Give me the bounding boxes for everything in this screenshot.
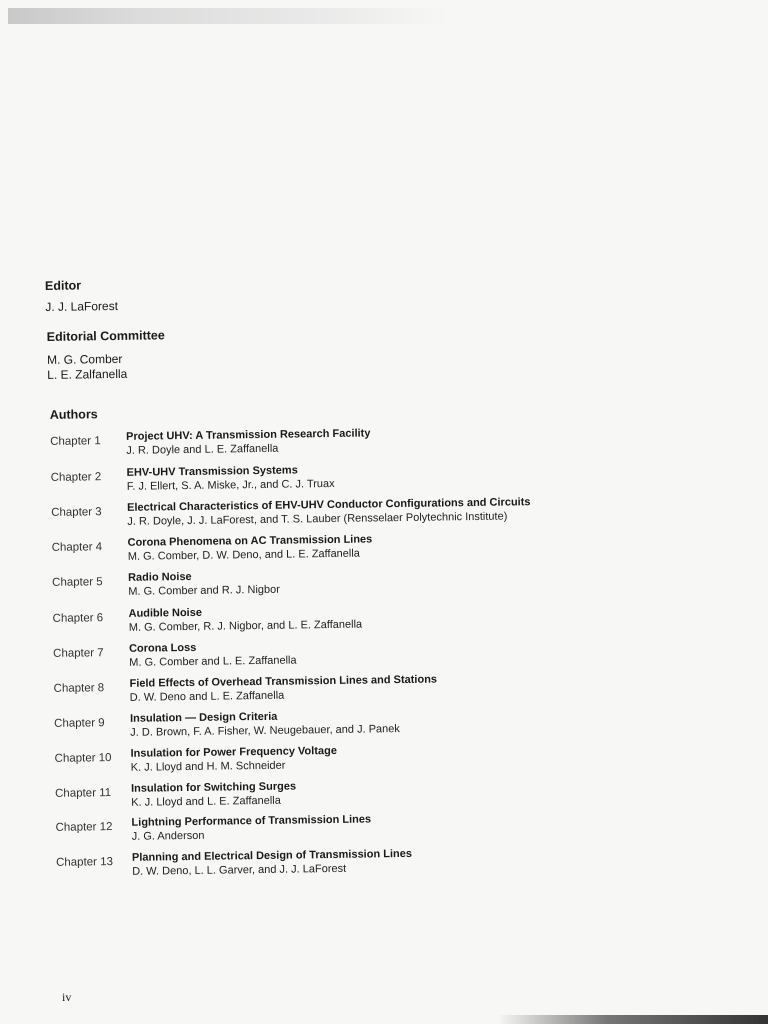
chapter-authors: J. G. Anderson bbox=[131, 829, 205, 843]
chapter-authors: M. G. Comber and L. E. Zaffanella bbox=[129, 654, 297, 669]
chapter-row-13 bbox=[52, 843, 752, 883]
chapter-row-5 bbox=[48, 563, 748, 603]
chapter-row-4 bbox=[48, 528, 748, 568]
chapter-label: Chapter 6 bbox=[52, 612, 104, 625]
chapter-title: Insulation — Design Criteria bbox=[129, 710, 278, 725]
chapter-row-2 bbox=[47, 458, 747, 498]
chapter-title: Lightning Performance of Transmission Lines bbox=[131, 813, 372, 829]
chapter-authors: J. D. Brown, F. A. Fisher, W. Neugebauer, and J. Panek bbox=[130, 723, 400, 739]
chapter-title: Project UHV: A Transmission Research Facility bbox=[126, 427, 371, 443]
editor-name-text: J. J. LaForest bbox=[45, 298, 119, 314]
chapter-label: Chapter 7 bbox=[53, 647, 104, 660]
chapter-title: Insulation for Switching Surges bbox=[130, 780, 297, 795]
chapter-title: Audible Noise bbox=[128, 606, 202, 620]
chapter-authors: F. J. Ellert, S. A. Miske, Jr., and C. J. Truax bbox=[126, 477, 335, 493]
chapter-row-1 bbox=[46, 422, 746, 462]
committee-member: M. G. Comber bbox=[46, 351, 123, 367]
chapter-label: Chapter 2 bbox=[50, 471, 102, 484]
editor-name bbox=[45, 299, 118, 315]
chapter-authors: D. W. Deno and L. E. Zaffanella bbox=[129, 689, 285, 704]
chapter-label: Chapter 5 bbox=[52, 576, 103, 589]
chapter-authors: M. G. Comber and R. J. Nigbor bbox=[128, 583, 280, 598]
page-number: iv bbox=[62, 990, 72, 1004]
chapter-authors: K. J. Lloyd and H. M. Schneider bbox=[130, 759, 286, 774]
chapter-row-3 bbox=[47, 493, 747, 533]
chapter-label: Chapter 8 bbox=[53, 682, 105, 695]
committee-members bbox=[47, 352, 127, 383]
chapter-authors: J. R. Doyle, J. J. LaForest, and T. S. Lauber (Rensselaer Polytechnic Institute) bbox=[127, 510, 508, 528]
chapter-row-12 bbox=[51, 808, 751, 848]
chapter-label: Chapter 3 bbox=[51, 506, 102, 519]
chapter-row-11 bbox=[51, 774, 751, 814]
chapter-label: Chapter 13 bbox=[55, 856, 114, 869]
chapter-label: Chapter 1 bbox=[50, 435, 101, 448]
chapter-label: Chapter 10 bbox=[54, 752, 112, 765]
chapter-row-8 bbox=[49, 669, 749, 709]
chapter-authors: J. R. Doyle and L. E. Zaffanella bbox=[126, 442, 279, 457]
chapter-title: Electrical Characteristics of EHV-UHV Conductor Configurations and Circuits bbox=[127, 496, 531, 514]
chapter-title: Insulation for Power Frequency Voltage bbox=[130, 744, 337, 760]
committee-member: L. E. Zalfanella bbox=[47, 366, 128, 382]
committee-heading: Editorial Committee bbox=[46, 328, 165, 344]
credits-page bbox=[40, 0, 754, 1024]
chapter-row-9 bbox=[50, 704, 750, 744]
chapter-label: Chapter 4 bbox=[51, 541, 103, 554]
chapter-label: Chapter 12 bbox=[55, 821, 113, 834]
chapter-title: Corona Phenomena on AC Transmission Lines bbox=[127, 533, 373, 549]
chapter-authors: M. G. Comber, D. W. Deno, and L. E. Zaffanella bbox=[127, 547, 360, 563]
chapter-title: Radio Noise bbox=[127, 570, 192, 584]
chapter-title: Corona Loss bbox=[128, 641, 197, 655]
chapter-title: Planning and Electrical Design of Transmission Lines bbox=[131, 847, 413, 864]
chapter-title: Field Effects of Overhead Transmission Lines and Stations bbox=[129, 673, 438, 690]
chapter-authors: M. G. Comber, R. J. Nigbor, and L. E. Zaffanella bbox=[128, 618, 363, 634]
chapter-row-10 bbox=[50, 739, 750, 779]
chapter-label: Chapter 11 bbox=[55, 787, 112, 800]
editor-heading: Editor bbox=[44, 278, 82, 293]
chapter-authors: D. W. Deno, L. L. Garver, and J. J. LaForest bbox=[132, 862, 347, 878]
chapter-label: Chapter 9 bbox=[54, 717, 105, 730]
chapter-authors: K. J. Lloyd and L. E. Zaffanella bbox=[131, 794, 281, 809]
chapter-title: EHV-UHV Transmission Systems bbox=[126, 464, 298, 479]
chapter-row-7 bbox=[49, 634, 749, 674]
chapter-row-6 bbox=[49, 599, 749, 639]
authors-heading: Authors bbox=[49, 407, 98, 422]
